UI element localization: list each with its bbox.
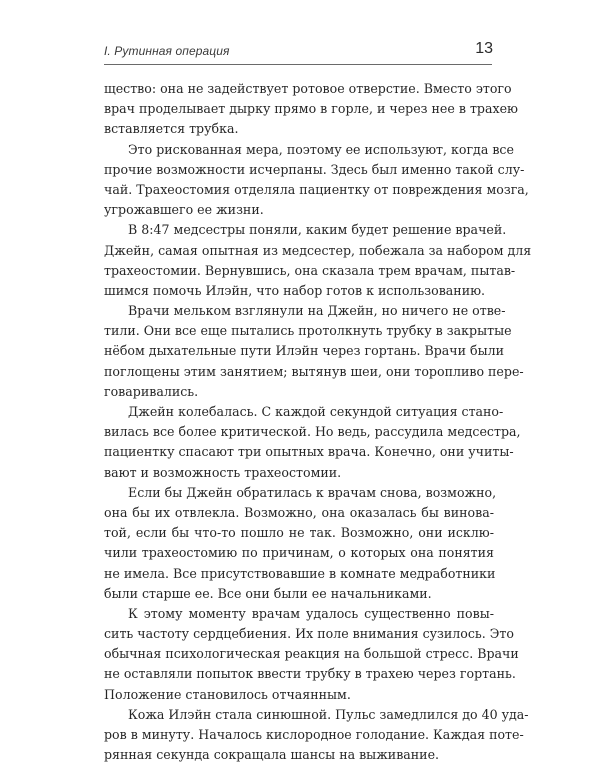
- text-line: прочие возможности исчерпаны. Здесь был именно такой слу-: [104, 161, 525, 177]
- text-line: Джейн, самая опытная из медсестер, побежала за набором для: [104, 242, 532, 258]
- text-line: не оставляли попыток ввести трубку в трахею через гортань.: [104, 666, 516, 682]
- text-line: были старше ее. Все они были ее начальниками.: [104, 585, 432, 601]
- text-line: поглощены этим занятием; вытянув шеи, они торопливо пере-: [104, 363, 524, 379]
- text-line: тили. Они все еще пытались протолкнуть трубку в закрытые: [104, 323, 512, 339]
- text-line: ров в минуту. Началось кислородное голодание. Каждая поте-: [104, 727, 524, 742]
- text-line: Кожа Илэйн стала синюшной. Пульс замедлился до 40 уда-: [128, 706, 529, 722]
- paragraph: [104, 604, 519, 705]
- text-line: Это рискованная мера, поэтому ее используют, когда все: [128, 141, 514, 157]
- text-line: вилась все более критической. Но ведь, рассудила медсестра,: [104, 424, 521, 440]
- text-line: чай. Трахеостомия отделяла пациентку от повреждения мозга,: [104, 181, 529, 197]
- paragraph: [104, 483, 497, 604]
- paragraph: [104, 79, 518, 140]
- text-line: Положение становилось отчаянным.: [104, 686, 351, 702]
- text-line: К этому моменту врачам удалось существенно повы-: [128, 605, 494, 621]
- text-line: сить частоту сердцебиения. Их поле внимания сузилось. Это: [104, 626, 514, 642]
- paragraph: [104, 705, 529, 765]
- text-line: вают и возможность трахеостомии.: [104, 464, 342, 480]
- text-line: В 8:47 медсестры поняли, каким будет решение врачей.: [128, 222, 507, 238]
- text-line: обычная психологическая реакция на большой стресс. Врачи: [104, 646, 519, 662]
- paragraph: [104, 301, 524, 402]
- text-line: она бы их отвлекла. Возможно, она оказалась бы винова-: [104, 504, 494, 520]
- paragraph: [104, 140, 529, 221]
- text-line: чили трахеостомию по причинам, о которых она понятия: [104, 545, 494, 561]
- text-line: Врачи мельком взглянули на Джейн, но ничего не отве-: [128, 303, 506, 319]
- text-line: говаривались.: [104, 383, 199, 399]
- text-line: нёбом дыхательные пути Илэйн через гортань. Врачи были: [104, 343, 505, 359]
- text-line: вставляется трубка.: [104, 121, 239, 137]
- page-number: 13: [475, 40, 493, 57]
- text-line: угрожавшего ее жизни.: [104, 202, 264, 218]
- text-line: Если бы Джейн обратилась к врачам снова, возможно,: [128, 484, 497, 500]
- text-line: трахеостомии. Вернувшись, она сказала трем врачам, пытав-: [104, 262, 516, 278]
- text-line: пациентку спасают три опытных врача. Конечно, они учиты-: [104, 444, 514, 460]
- header-divider: [104, 64, 492, 65]
- text-line: той, если бы что-то пошло не так. Возможно, они исклю-: [104, 525, 494, 541]
- running-header-chapter: I. Рутинная операция: [104, 44, 230, 58]
- paragraph: [104, 402, 521, 483]
- text-line: шимся помочь Илэйн, что набор готов к использованию.: [104, 282, 486, 298]
- text-line: Джейн колебалась. С каждой секундой ситуация стано-: [128, 404, 504, 419]
- text-line: рянная секунда сокращала шансы на выживание.: [104, 747, 440, 763]
- text-line: не имела. Все присутствовавшие в комнате медработники: [104, 565, 496, 581]
- text-line: врач проделывает дырку прямо в горле, и через нее в трахею: [104, 101, 518, 117]
- body-text: [104, 79, 532, 765]
- text-line: щество: она не задействует ротовое отверстие. Вместо этого: [104, 81, 512, 96]
- paragraph: [104, 220, 532, 301]
